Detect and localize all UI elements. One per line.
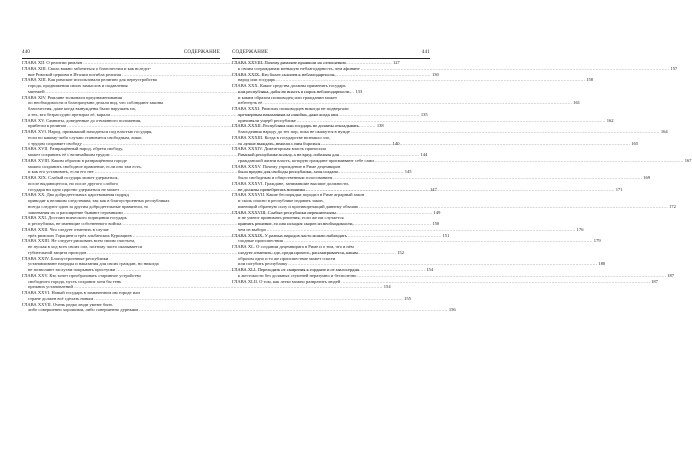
toc-entry-text: может сохранить её с величайшим трудом [28, 152, 110, 157]
left-running-head: СОДЕРЖАНИЕ [183, 50, 220, 55]
toc-entry-text: ГЛАВА XXIII. Не следует рисковать всем своим счастьем, [22, 238, 136, 244]
toc-entry [232, 278, 658, 285]
toc-entry-text: ГЛАВА XIII. Как римские использовали религию для переустройства [22, 77, 157, 83]
toc-page-number: 144 [420, 152, 428, 157]
toc-entry-text: ГЛАВА XIV. Римляне толковали предзнаменования [22, 94, 122, 100]
toc-page-number: 169 [643, 175, 651, 180]
toc-entry-line-with-page [22, 307, 456, 313]
toc-entry-text: ГЛАВА XXII. Что следует отметить в случае [22, 226, 109, 232]
dot-leader [351, 129, 660, 135]
toc-page-number: 167 [684, 157, 692, 163]
toc-entry-text: следует отметить; где, среди прочего, рассматривается, каким [238, 249, 358, 255]
toc-entry-text: или погубить республику [238, 261, 288, 267]
right-page-number: 441 [421, 50, 430, 55]
toc-entry-text: по необходимости и благоразумно делали вид, что соблюдают законы [28, 100, 164, 106]
left-page-header [22, 50, 220, 58]
toc-entry-text: имеющий обратную силу и противоречащий давнему обычаю [238, 203, 359, 209]
toc-entry-line-with-page [232, 175, 651, 181]
toc-entry-text: народ или государь [238, 77, 276, 83]
toc-entry [232, 146, 692, 163]
toc-entry-text: завоевания их и расширение бывают огромными [28, 209, 123, 215]
toc-entry-text: и республика, не имеющие собственного войска [28, 221, 122, 226]
toc-entry-text: ГЛАВА XV. Самниты, доведенные до отчаянного положения, [22, 117, 142, 123]
toc-entry-text: то лучше выждать, нежели с ним бороться [238, 140, 321, 146]
toc-entry-text: и не умеют принимать решения; если же им случается [238, 215, 344, 221]
toc-entry-text: ГЛАВА XXXII. Республика или государь не должны откладывать [232, 123, 359, 129]
toc-entry-text: если по какому-либо случаю становится свободным, лишь [28, 134, 142, 140]
toc-entry-text: было свободным и общественным голосованием [238, 175, 333, 180]
toc-page-number: 145 [404, 169, 412, 175]
toc-entry-text: к своим согражданам меньшую неблагодарность, чем афиняне [238, 65, 360, 71]
toc-page-number: 180 [598, 261, 606, 267]
toc-entry-text: избегнуть её [238, 100, 263, 106]
toc-entry-text: или республика, дабы не впасть в порок неблагодарности, [238, 88, 351, 94]
toc-entry-line-with-page [232, 226, 584, 233]
toc-entry-text: можно сохранить свободное правление, если оно там есть, [28, 163, 142, 169]
toc-page-number: 150 [432, 221, 440, 226]
toc-entry-text: стране должен всё сделать новым [28, 295, 94, 301]
toc-page-number: 176 [576, 226, 584, 232]
toc-page-number: 140 [392, 140, 400, 146]
toc-page-number: 127 [392, 60, 400, 65]
toc-page-number: 155 [404, 295, 411, 301]
dot-leader [267, 227, 576, 233]
toc-entry-text: ГЛАВА XXXIX. У разных народов часто можно наблюдать [232, 232, 347, 238]
toc-entry-text: ГЛАВА XVI. Народ, привыкший находиться под властью государя, [22, 129, 153, 134]
toc-entry-text: ГЛАВА XXXVII. Какие беспорядки породил в Риме аграрный закон [232, 192, 365, 198]
toc-entry-text: ГЛАВА XLI. Переходить от смирения к гордыне и от милосердия [232, 267, 359, 272]
toc-entry [232, 163, 651, 181]
toc-entry-text: ГЛАВА XXVI. Новый государь в захваченном им городе или [22, 290, 140, 295]
toc-entry-text: либо совершенно хорошими, либо совершенно дурными [28, 307, 138, 313]
dot-leader [375, 158, 684, 164]
right-header-rule [232, 58, 430, 59]
toc-entry-text: и сколь опасно в республике издавать закон, [238, 198, 324, 203]
toc-entry-text: мятежей [28, 88, 45, 94]
toc-page-number: 162 [606, 117, 614, 123]
toc-entry-text: прибегли к религии [28, 123, 66, 129]
toc-entry-text: трёх римских Горациев и трёх альбанских Куриациев [28, 232, 132, 238]
toc-entry-line-with-page [232, 65, 678, 72]
dot-leader [321, 141, 630, 147]
toc-entry [22, 301, 456, 314]
toc-entry [232, 134, 639, 147]
toc-page-number: 187 [651, 278, 658, 284]
toc-page-number: 156 [448, 307, 456, 313]
toc-entry-text: ГЛАВА XIX. Слабый государь может удержаться, [22, 175, 119, 180]
dot-leader [359, 204, 668, 210]
toc-entry-line-with-page [232, 278, 658, 285]
toc-page-number: 138 [376, 123, 384, 129]
toc-entry-text: ГЛАВА XXXIV. Диктаторская власть приносила [232, 146, 326, 152]
toc-entry-text: ГЛАВА XXXVI. Граждане, занимавшие высшие должности, [232, 180, 349, 186]
toc-page-number: 151 [442, 232, 450, 238]
toc-entry-text: образом одно и то же происшествие может спасти [238, 255, 336, 261]
toc-entry-text: свободного города, пусть сохранит хотя бы тень [28, 278, 122, 284]
toc-entry-text: было вредно для свободы республики, хотя создано [238, 169, 339, 175]
toc-entry-text: не позволяют заслугам покрывать проступки [28, 267, 116, 272]
toc-entry-text: и каким образом полководец или гражданин может [238, 94, 338, 100]
toc-entry-text: ГЛАВА XXIX. Кто более склонен к неблагодарности, [232, 71, 336, 77]
left-header-rule [22, 58, 220, 59]
toc-page-number: 164 [660, 129, 668, 134]
toc-entry-text: ГЛАВА XXXV. Почему учреждение в Риме децемвиров [232, 163, 341, 169]
toc-entry [232, 106, 614, 123]
toc-entry-text: ГЛАВА XXVIII. Почему римляне проявили по отношению [232, 60, 346, 65]
dot-leader [139, 307, 448, 313]
toc-page-number: 165 [631, 140, 639, 146]
toc-entry-text: к жестокости без должных ступеней неразумно и бесполезно [238, 272, 357, 278]
toc-entry-text: благочестия, даже когда вынуждены были нарушать их, [28, 106, 137, 111]
toc-entry-text: ГЛАВА XII. О религии римлян [22, 60, 83, 65]
toc-entry-text: принять решение, то оно исходит скорее из необходимости, [238, 221, 354, 226]
toc-entry-text: не пуская в ход всех своих сил, поэтому часто оказывается [28, 244, 142, 249]
toc-entry-text: ГЛАВА XXXVIII. Слабые республики нерешительны [232, 209, 336, 215]
toc-page-number: 152 [397, 249, 404, 255]
toc-entry-text: губительной защита проходов [28, 249, 87, 255]
toc-page-number: 157 [670, 65, 678, 71]
toc-entry-text: ГЛАВА XLII. О том, как легко можно развратить людей [232, 278, 341, 284]
toc-entry-text: ГЛАВА XXXIII. Когда в государстве возникло зло, [232, 134, 331, 140]
toc-entry-text: приводят к великим следствиям; так как в благоустроенных республиках [28, 198, 170, 203]
toc-entry-text: всегда следуют один за другим добродетельные правители, то [28, 203, 149, 209]
toc-entry-text: ГЛАВА XXVII. Очень редко люди умеют быть [22, 301, 113, 307]
toc-entry-text: ГЛАВА XXX. Какие средства должны применять государь [232, 83, 346, 88]
toc-entry [232, 123, 668, 135]
toc-entry-text: устанавливают награды и наказания для своих граждан, но никогда [28, 261, 159, 267]
toc-page-number: 171 [615, 186, 623, 192]
toc-page-number: 154 [383, 284, 391, 290]
toc-entry-text: благодеяния народу до тех пор, пока не окажутся в нужде [238, 129, 350, 134]
toc-entry-text: города, продвижения своих замыслов и подавления [28, 83, 128, 88]
toc-entry-text: прежних установлений [28, 284, 73, 290]
toc-page-number: 179 [593, 238, 601, 244]
toc-page-number: 187 [667, 272, 675, 278]
toc-entry [232, 83, 581, 106]
toc-entry-text: чем из выбора [238, 226, 266, 232]
toc-entry-text: ГЛАВА XVII. Развращённый народ, обретя свободу, [22, 146, 124, 152]
toc-entry-line-with-page [22, 295, 411, 302]
toc-page-number: 147 [430, 186, 437, 192]
toc-entry-text: ГЛАВА XXIV. Благоустроенные республики [22, 255, 109, 261]
toc-entry [232, 267, 675, 279]
toc-entry-text: после выдающегося, но после другого слабого [28, 180, 119, 186]
toc-page-number: 130 [431, 71, 439, 77]
toc-entry-text: причиняли ущерб республике [238, 117, 296, 123]
toc-page-number: 172 [669, 203, 676, 209]
toc-entry-text: ГЛАВА XIII. Сколь важно заботиться о благочестии и как вследст- [22, 65, 152, 71]
toc-entry-text: сходные происшествия [238, 238, 283, 244]
toc-page-number: 149 [433, 209, 441, 215]
dot-leader [361, 66, 670, 72]
toc-entry-text: с трудом сохраняет свободу [28, 140, 82, 146]
toc-entry-text: ГЛАВА XXI. Достоин всяческого порицания государь [22, 215, 127, 221]
dot-leader [341, 279, 650, 285]
dot-leader [94, 296, 403, 302]
toc-page-number: 135 [420, 111, 428, 117]
toc-entry-text: Римской республике пользу, а не вред; гибельна для [238, 152, 339, 157]
toc-entry-line-with-page [232, 203, 676, 210]
toc-entry-text: ГЛАВА XL. О создании децемвирата в Риме и о том, что в нём [232, 244, 354, 249]
toc-entry-text: государя ни одно царство удержаться не может [28, 186, 120, 192]
left-page-number: 440 [22, 50, 31, 55]
right-running-head: СОДЕРЖАНИЕ [232, 50, 269, 55]
toc-entry-text: вие Римской церкови в Италии погибла религия [28, 71, 122, 77]
toc-entry-text: ГЛАВА XX. Два добродетельных царствования подряд [22, 192, 129, 198]
toc-entry-text: ГЛАВА XVIII. Каким образом в развращённом городе [22, 157, 127, 163]
toc-entry [22, 290, 411, 302]
toc-entry-text: и как его установить, если его нет [28, 169, 94, 175]
dot-leader [333, 175, 642, 181]
toc-entry-text: не должны пренебрегать низшими [238, 186, 305, 192]
toc-entry-text: ГЛАВА XXV. Кто хочет преобразовать старинное устройство [22, 272, 141, 278]
toc-page-number: 158 [586, 77, 594, 83]
toc-entry-text: а тех, кто безрассудно презирал её, карали [28, 111, 110, 117]
toc-page-number: 161 [573, 100, 581, 106]
toc-entry-text: гражданской жизни власть, которую граждане присваивают себе сами [238, 157, 374, 163]
toc-entry-text: чрезмерным наказаниям за ошибки, даже когда они [238, 111, 338, 117]
toc-entry-line-with-page [232, 129, 668, 135]
toc-page-number: 154 [426, 267, 434, 272]
toc-entry-line-with-page [232, 157, 692, 164]
toc-entry [232, 192, 676, 209]
toc-page-number: 133 [355, 88, 363, 94]
right-page-header [232, 50, 430, 58]
toc-entry [232, 60, 678, 72]
toc-entry-text: ГЛАВА XXXI. Римских полководцев никогда не подвергали [232, 106, 349, 111]
toc-entry [232, 244, 606, 267]
